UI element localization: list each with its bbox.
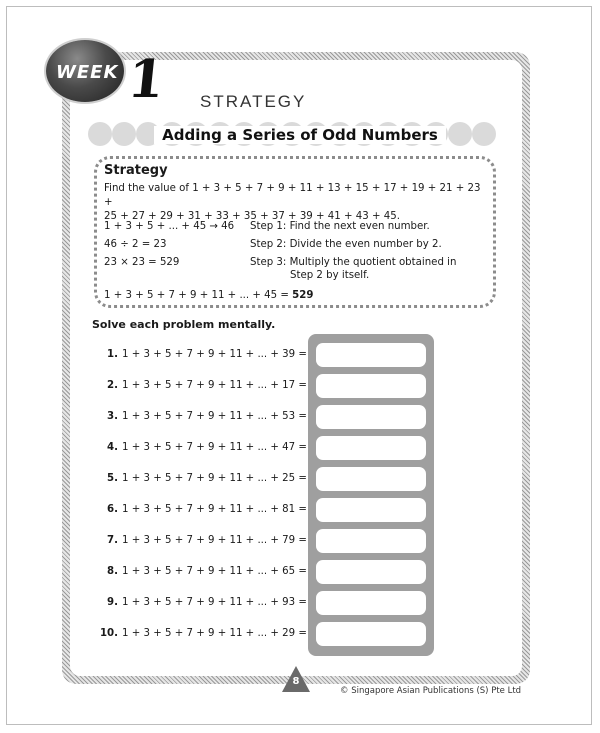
problem-1: 1. 1 + 3 + 5 + 7 + 9 + 11 + ... + 39 = [107,349,307,360]
problem-6: 6. 1 + 3 + 5 + 7 + 9 + 11 + ... + 81 = [107,504,307,515]
answer-box-5[interactable] [316,467,426,491]
step-2-text: Step 2: Divide the even number by 2. [250,239,442,250]
answer-box-6[interactable] [316,498,426,522]
answer-box-7[interactable] [316,529,426,553]
answer-box-8[interactable] [316,560,426,584]
problem-2: 2. 1 + 3 + 5 + 7 + 9 + 11 + ... + 17 = [107,380,307,391]
worksheet-title: Adding a Series of Odd Numbers [0,126,600,144]
problem-4: 4. 1 + 3 + 5 + 7 + 9 + 11 + ... + 47 = [107,442,307,453]
strategy-heading: Strategy [104,163,168,178]
step-3-text-cont: Step 2 by itself. [290,270,370,281]
step-3-text: Step 3: Multiply the quotient obtained in [250,257,457,268]
answer-box-2[interactable] [316,374,426,398]
section-title: STRATEGY [200,92,307,111]
problem-3: 3. 1 + 3 + 5 + 7 + 9 + 11 + ... + 53 = [107,411,307,422]
strategy-line-1: Find the value of 1 + 3 + 5 + 7 + 9 + 11 + 13 + 15 + 17 + 19 + 21 + 23 + [104,183,481,208]
problem-8: 8. 1 + 3 + 5 + 7 + 9 + 11 + ... + 65 = [107,566,307,577]
answer-box-3[interactable] [316,405,426,429]
result-value: 529 [292,290,314,301]
strategy-description [104,182,486,224]
copyright: © Singapore Asian Publications (S) Pte Ltd [340,686,522,696]
problem-10: 10. 1 + 3 + 5 + 7 + 9 + 11 + ... + 29 = [99,628,307,639]
step-3-work: 23 × 23 = 529 [104,257,180,268]
answer-box-4[interactable] [316,436,426,460]
instruction: Solve each problem mentally. [92,318,276,331]
step-2-work: 46 ÷ 2 = 23 [104,239,167,250]
problem-7: 7. 1 + 3 + 5 + 7 + 9 + 11 + ... + 79 = [107,535,307,546]
problem-5: 5. 1 + 3 + 5 + 7 + 9 + 11 + ... + 25 = [107,473,307,484]
problem-9: 9. 1 + 3 + 5 + 7 + 9 + 11 + ... + 93 = [107,597,307,608]
week-number: 1 [124,49,168,110]
step-1-text: Step 1: Find the next even number. [250,221,430,232]
answer-box-1[interactable] [316,343,426,367]
answer-box-9[interactable] [316,591,426,615]
page-number: 8 [292,676,300,687]
strategy-result: 1 + 3 + 5 + 7 + 9 + 11 + ... + 45 = 529 [104,290,314,301]
answer-box-10[interactable] [316,622,426,646]
worksheet-panel [70,60,522,676]
step-1-work: 1 + 3 + 5 + ... + 45 → 46 [104,221,235,232]
strategy-line-2: 25 + 27 + 29 + 31 + 33 + 35 + 37 + 39 + 41 + 43 + 45. [104,211,400,222]
week-label: WEEK [56,62,119,83]
